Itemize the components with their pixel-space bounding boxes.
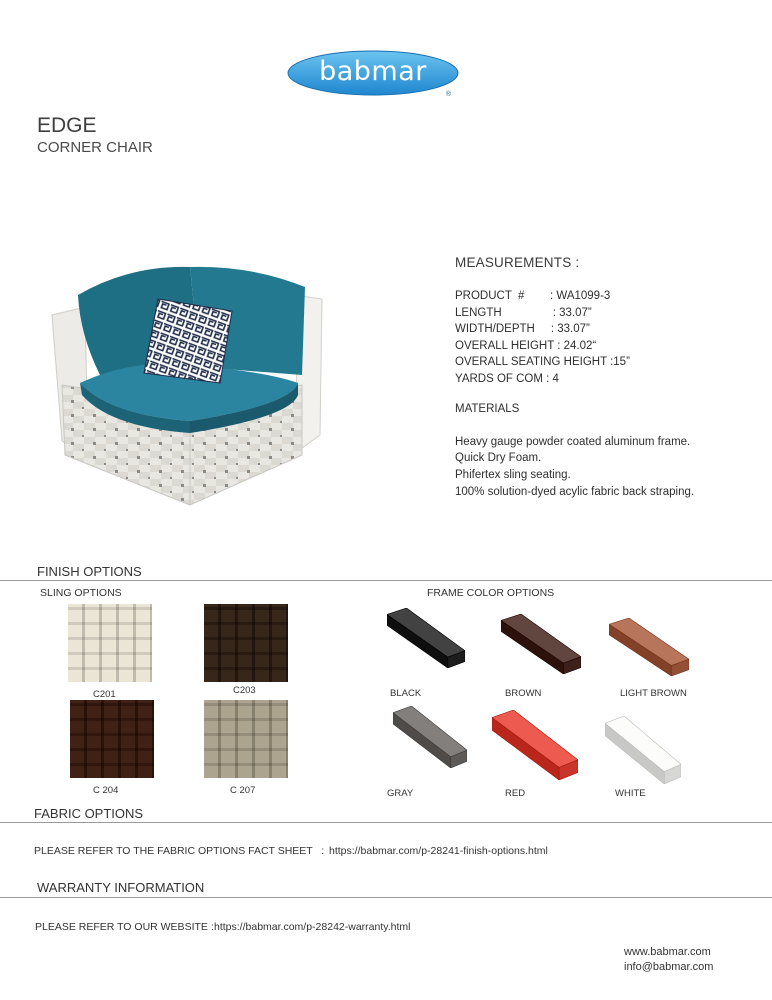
frame-slab-icon bbox=[492, 710, 578, 780]
frame-color-name: BROWN bbox=[505, 688, 542, 699]
corner-chair-illustration bbox=[40, 255, 340, 510]
product-name: EDGE bbox=[37, 114, 97, 137]
sling-swatch-c207[interactable] bbox=[204, 700, 288, 778]
logo-text: babmar bbox=[319, 56, 427, 87]
warranty-text: PLEASE REFER TO OUR WEBSITE : bbox=[35, 921, 214, 933]
fabric-options-link[interactable]: https://babmar.com/p-28241-finish-options.html bbox=[329, 845, 548, 857]
product-type: CORNER CHAIR bbox=[37, 139, 153, 156]
frame-slab-icon bbox=[605, 716, 681, 784]
registered-mark: ® bbox=[445, 91, 451, 98]
materials-heading: MATERIALS bbox=[455, 403, 520, 415]
sling-code: C201 bbox=[93, 689, 116, 700]
material-item: Phifertex sling seating. bbox=[455, 469, 571, 481]
product-image bbox=[40, 255, 340, 510]
sling-code: C 207 bbox=[230, 785, 256, 796]
frame-color-name: GRAY bbox=[387, 788, 414, 799]
sling-options-heading: SLING OPTIONS bbox=[40, 587, 122, 599]
frame-slab-icon bbox=[387, 608, 465, 668]
spec-seating-height: OVERALL SEATING HEIGHT :15” bbox=[455, 356, 630, 368]
section-divider bbox=[0, 822, 772, 823]
frame-slab-icon bbox=[393, 706, 467, 768]
frame-color-red[interactable] bbox=[492, 710, 578, 780]
sling-swatch-c204[interactable] bbox=[70, 700, 154, 778]
material-item: 100% solution-dyed acylic fabric back straping. bbox=[455, 486, 695, 498]
frame-slab-icon bbox=[609, 618, 689, 676]
material-item: Heavy gauge powder coated aluminum frame. bbox=[455, 436, 691, 448]
spec-yards-of-com: YARDS OF COM : 4 bbox=[455, 373, 559, 385]
fabric-options-text: PLEASE REFER TO THE FABRIC OPTIONS FACT SHEET : bbox=[34, 845, 325, 857]
sling-swatch-c201[interactable] bbox=[68, 604, 152, 682]
frame-color-name: LIGHT BROWN bbox=[620, 688, 687, 699]
section-divider bbox=[0, 897, 772, 898]
section-divider bbox=[0, 580, 772, 581]
spec-product-number: PRODUCT # : WA1099-3 bbox=[455, 290, 611, 302]
sling-swatch-c203[interactable] bbox=[204, 604, 288, 682]
frame-color-options-heading: FRAME COLOR OPTIONS bbox=[427, 587, 555, 599]
frame-color-light-brown[interactable] bbox=[609, 618, 689, 676]
sling-code: C203 bbox=[233, 685, 256, 696]
brand-logo[interactable] bbox=[287, 50, 459, 96]
spec-overall-height: OVERALL HEIGHT : 24.02“ bbox=[455, 340, 597, 352]
frame-slab-icon bbox=[501, 614, 581, 674]
finish-options-heading: FINISH OPTIONS bbox=[37, 564, 142, 579]
frame-color-name: WHITE bbox=[615, 788, 646, 799]
measurements-heading: MEASUREMENTS : bbox=[455, 255, 580, 270]
sling-code: C 204 bbox=[93, 785, 119, 796]
spec-width-depth: WIDTH/DEPTH : 33.07” bbox=[455, 323, 590, 335]
warranty-heading: WARRANTY INFORMATION bbox=[37, 880, 205, 895]
frame-color-gray[interactable] bbox=[393, 706, 467, 768]
frame-color-name: RED bbox=[505, 788, 526, 799]
frame-color-black[interactable] bbox=[387, 608, 465, 668]
fabric-options-heading: FABRIC OPTIONS bbox=[34, 806, 144, 821]
contact-email[interactable]: info@babmar.com bbox=[624, 961, 714, 973]
frame-color-white[interactable] bbox=[605, 716, 681, 784]
material-item: Quick Dry Foam. bbox=[455, 452, 542, 464]
spec-length: LENGTH : 33.07” bbox=[455, 307, 592, 319]
contact-website[interactable]: www.babmar.com bbox=[624, 946, 711, 958]
frame-color-name: BLACK bbox=[390, 688, 422, 699]
warranty-link[interactable]: https://babmar.com/p-28242-warranty.html bbox=[214, 921, 411, 933]
frame-color-brown[interactable] bbox=[501, 614, 581, 674]
